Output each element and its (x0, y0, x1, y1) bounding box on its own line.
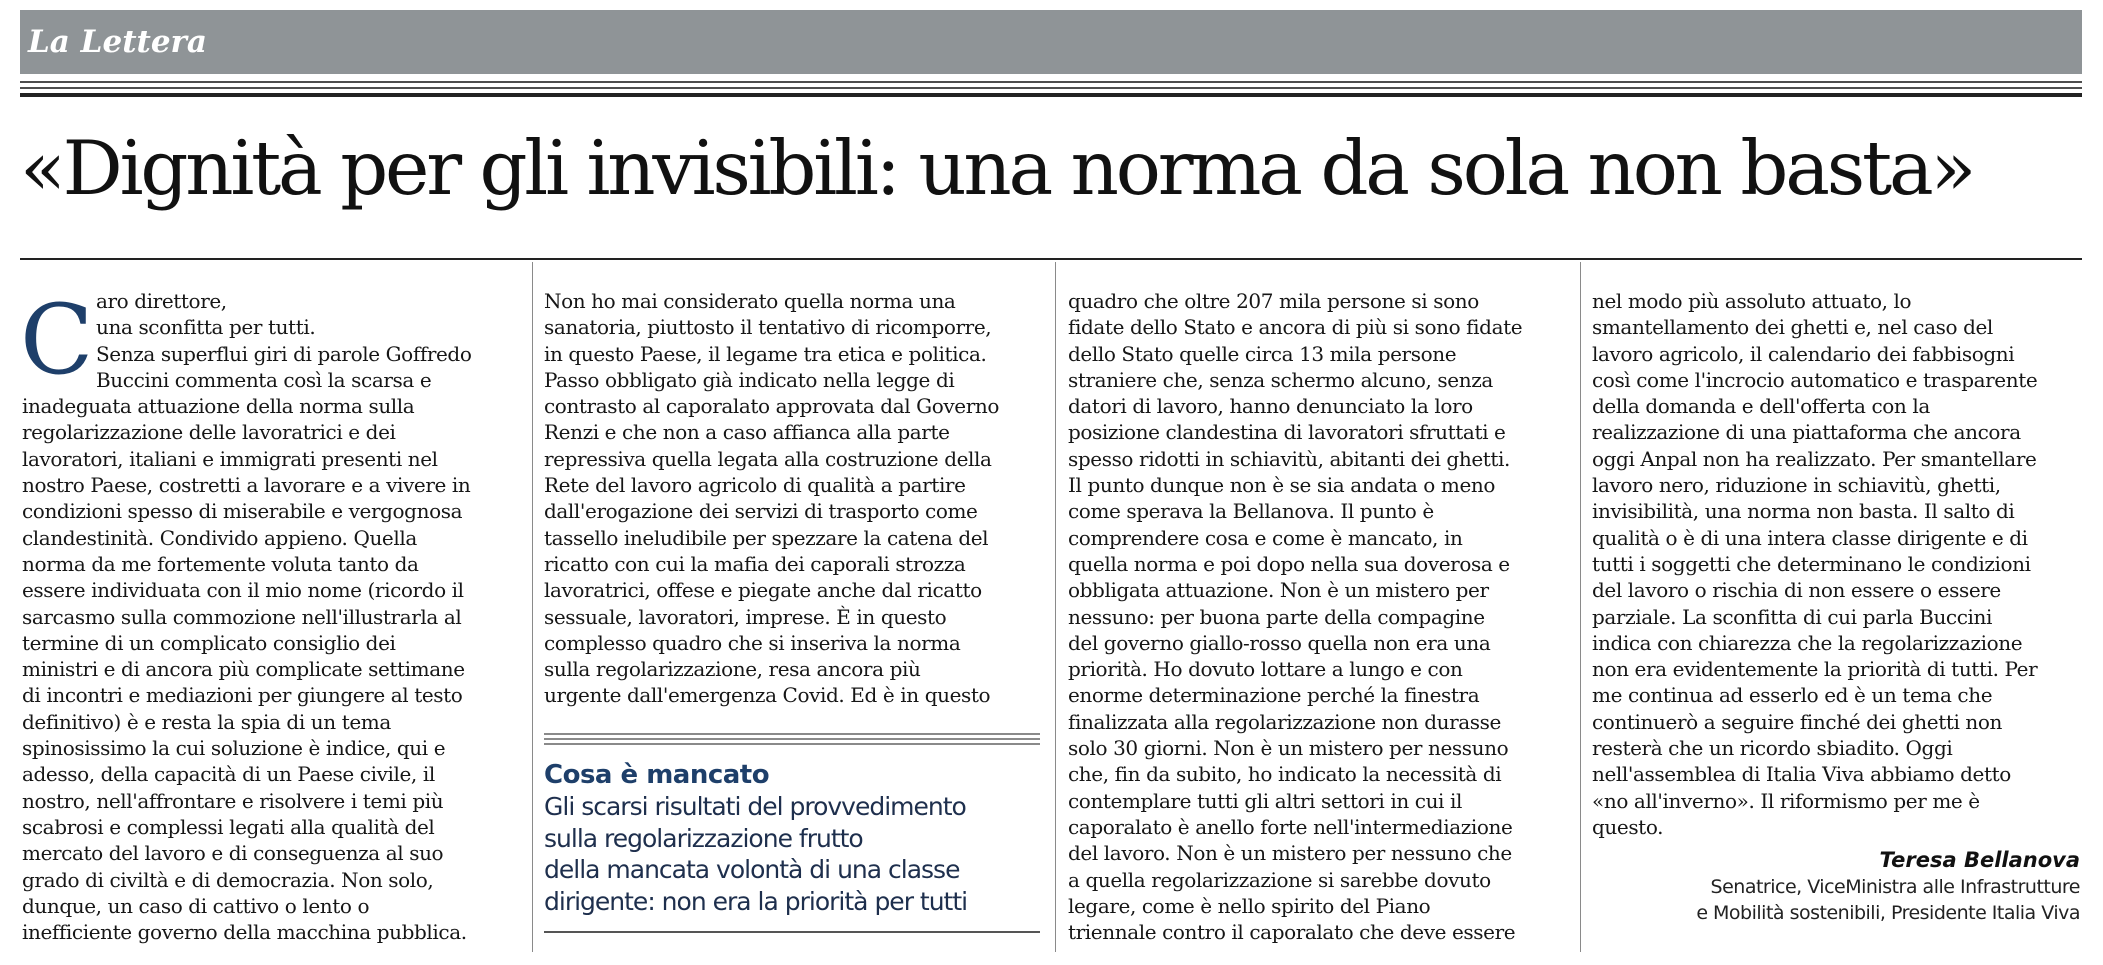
text-line: termine di un complicato consiglio dei (22, 630, 396, 655)
text-line: nostro, nell'affrontare e risolvere i temi più (22, 788, 444, 813)
text-line: del lavoro o rischia di non essere o essere (1592, 578, 2001, 603)
text-line: essere individuata con il mio nome (ricordo il (22, 578, 464, 603)
text-line: spinosissimo la cui soluzione è indice, qui e (22, 736, 446, 761)
drop-cap: C (20, 284, 94, 396)
text-line: enorme determinazione perché la finestra (1068, 683, 1480, 708)
text-line: una sconfitta per tutti. (96, 315, 316, 340)
author-role-line-1: Senatrice, ViceMinistra alle Infrastrutture (1710, 876, 2080, 898)
text-line: adesso, della capacità di un Paese civile, il (22, 762, 435, 787)
article-column-3 (1068, 288, 1568, 958)
headline: «Dignità per gli invisibili: una norma da sola non basta» (20, 124, 1974, 212)
text-line: invisibilità, una norma non basta. Il salto di (1592, 499, 2015, 524)
text-line: questo. (1592, 814, 1664, 839)
text-line: mercato del lavoro e di conseguenza al suo (22, 841, 444, 866)
text-line: dall'erogazione dei servizi di trasporto come (544, 499, 978, 524)
header-rules (20, 81, 2082, 97)
text-line: urgente dall'emergenza Covid. Ed è in questo (544, 683, 991, 708)
text-line: inadeguata attuazione della norma sulla (22, 394, 415, 419)
text-line: «no all'inverno». Il riformismo per me è (1592, 788, 1980, 813)
text-line: sanatoria, piuttosto il tentativo di ricomporre, (544, 315, 992, 340)
text-line: sulla regolarizzazione frutto (544, 823, 863, 853)
section-label: La Lettera (28, 24, 207, 60)
author-role-line-2: e Mobilità sostenibili, Presidente Italia Viva (1696, 902, 2080, 924)
text-line: indica con chiarezza che la regolarizzazione (1592, 630, 2023, 655)
text-line: comprendere cosa e come è mancato, in (1068, 525, 1463, 550)
text-line: aro direttore, (96, 289, 227, 313)
text-line: di incontri e mediazioni per giungere al testo (22, 683, 463, 708)
text-line: priorità. Ho dovuto lottare a lungo e con (1068, 657, 1463, 682)
column-3-text (1068, 288, 1568, 945)
author-name: Teresa Bellanova (1879, 848, 2080, 872)
text-line: in questo Paese, il legame tra etica e politica. (544, 341, 987, 366)
box-bottom-rule (544, 931, 1040, 933)
text-line: triennale contro il caporalato che deve essere (1068, 920, 1516, 945)
headline-rule (20, 258, 2082, 260)
box-rules (544, 733, 1040, 745)
text-line: non era evidentemente la priorità di tutti. Per (1592, 657, 2038, 682)
text-line: me continua ad esserlo ed è un tema che (1592, 683, 1993, 708)
text-line: norma da me fortemente voluta tanto da (22, 551, 419, 576)
text-line: sulla regolarizzazione, resa ancora più (544, 657, 921, 682)
text-line: continuerò a seguire finché dei ghetti non (1592, 709, 2003, 734)
text-line: dirigente: non era la priorità per tutti (544, 886, 968, 916)
text-line: condizioni spesso di miserabile e vergognosa (22, 499, 463, 524)
text-line: Passo obbligato già indicato nella legge di (544, 367, 955, 392)
text-line: scabrosi e complessi legati alla qualità del (22, 814, 435, 839)
text-line: inefficiente governo della macchina pubblica. (22, 920, 467, 945)
text-line: finalizzata alla regolarizzazione non durasse (1068, 709, 1501, 734)
box-kicker: Cosa è mancato (544, 760, 770, 790)
text-line: straniere che, senza schermo alcuno, senza (1068, 367, 1493, 392)
text-line: parziale. La sconfitta di cui parla Buccini (1592, 604, 1993, 629)
text-line: obbligata attuazione. Non è un mistero per (1068, 578, 1489, 603)
text-line: nel modo più assoluto attuato, lo (1592, 289, 1912, 313)
text-line: Il punto dunque non è se sia andata o meno (1068, 473, 1496, 498)
text-line: lavoratrici, offese e piegate anche dal ricatto (544, 578, 982, 603)
text-line: smantellamento dei ghetti e, nel caso del (1592, 315, 1993, 340)
text-line: regolarizzazione delle lavoratrici e dei (22, 420, 396, 445)
text-line: del governo giallo-rosso quella non era una (1068, 630, 1491, 655)
column-divider (1580, 262, 1581, 952)
text-line: a quella regolarizzazione si sarebbe dovuto (1068, 867, 1491, 892)
section-bar (20, 10, 2082, 74)
text-line: ministri e di ancora più complicate settimane (22, 657, 465, 682)
text-line: ricatto con cui la mafia dei caporali strozza (544, 551, 966, 576)
text-line: spesso ridotti in schiavitù, abitanti dei ghetti. (1068, 446, 1510, 471)
text-line: tutti i soggetti che determinano le condizioni (1592, 551, 2031, 576)
column-2-text (544, 288, 1044, 709)
text-line: datori di lavoro, hanno denunciato la loro (1068, 394, 1473, 419)
text-line: nostro Paese, costretti a lavorare e a vivere in (22, 473, 471, 498)
text-line: del lavoro. Non è un mistero per nessuno che (1068, 841, 1512, 866)
text-line: così come l'incrocio automatico e trasparente (1592, 367, 2038, 392)
article-column-1 (20, 284, 522, 958)
text-line: definitivo) è e resta la spia di un tema (22, 709, 391, 734)
text-line: dello Stato quelle circa 13 mila persone (1068, 341, 1457, 366)
text-line: lavoro agricolo, il calendario dei fabbisogni (1592, 341, 2015, 366)
text-line: oggi Anpal non ha realizzato. Per smantellare (1592, 446, 2037, 471)
text-line: dunque, un caso di cattivo o lento o (22, 893, 370, 918)
text-line: Renzi e che non a caso affianca alla parte (544, 420, 950, 445)
text-line: grado di civiltà e di democrazia. Non solo, (22, 867, 434, 892)
text-line: contrasto al caporalato approvata dal Governo (544, 394, 1000, 419)
text-line: Non ho mai considerato quella norma una (544, 289, 956, 313)
text-line: realizzazione di una piattaforma che ancora (1592, 420, 2021, 445)
text-line: della domanda e dell'offerta con la (1592, 394, 1930, 419)
text-line: Senza superflui giri di parole Goffredo (96, 341, 472, 366)
text-line: tassello ineludibile per spezzare la catena del (544, 525, 989, 550)
text-line: quadro che oltre 207 mila persone si sono (1068, 289, 1479, 313)
text-line: che, fin da subito, ho indicato la necessità di (1068, 762, 1502, 787)
text-line: Gli scarsi risultati del provvedimento (544, 792, 966, 821)
text-line: nell'assemblea di Italia Viva abbiamo detto (1592, 762, 2011, 787)
sidebar-box (544, 733, 1040, 933)
text-line: come sperava la Bellanova. Il punto è (1068, 499, 1434, 524)
text-line: resterà che un ricordo sbiadito. Oggi (1592, 736, 1953, 761)
text-line: sessuale, lavoratori, imprese. È in questo (544, 604, 947, 629)
box-summary (544, 791, 1040, 917)
column-divider (1055, 262, 1056, 952)
text-line: Buccini commenta così la scarsa e (96, 367, 432, 392)
column-divider (532, 262, 533, 952)
text-line: fidate dello Stato e ancora di più si sono fidate (1068, 315, 1523, 340)
text-line: sarcasmo sulla commozione nell'illustrarla al (22, 604, 462, 629)
text-line: legare, come è nello spirito del Piano (1068, 893, 1431, 918)
text-line: quella norma e poi dopo nella sua doverosa e (1068, 551, 1510, 576)
text-line: posizione clandestina di lavoratori sfruttati e (1068, 420, 1506, 445)
text-line: repressiva quella legata alla costruzione della (544, 446, 992, 471)
text-line: della mancata volontà di una classe (544, 855, 960, 884)
signature-block (1696, 846, 2080, 926)
column-1-text (20, 284, 522, 945)
text-line: clandestinità. Condivido appieno. Quella (22, 525, 417, 550)
text-line: contemplare tutti gli altri settori in cui il (1068, 788, 1463, 813)
text-line: nessuno: per buona parte della compagine (1068, 604, 1485, 629)
text-line: Rete del lavoro agricolo di qualità a partire (544, 473, 966, 498)
text-line: qualità o è di una intera classe dirigente e di (1592, 525, 2028, 550)
text-line: complesso quadro che si inseriva la norma (544, 630, 961, 655)
text-line: solo 30 giorni. Non è un mistero per nessuno (1068, 736, 1509, 761)
text-line: caporalato è anello forte nell'intermediazione (1068, 814, 1513, 839)
text-line: lavoratori, italiani e immigrati presenti nel (22, 446, 438, 471)
column-4-text (1592, 288, 2087, 840)
text-line: lavoro nero, riduzione in schiavitù, ghetti, (1592, 473, 2001, 498)
